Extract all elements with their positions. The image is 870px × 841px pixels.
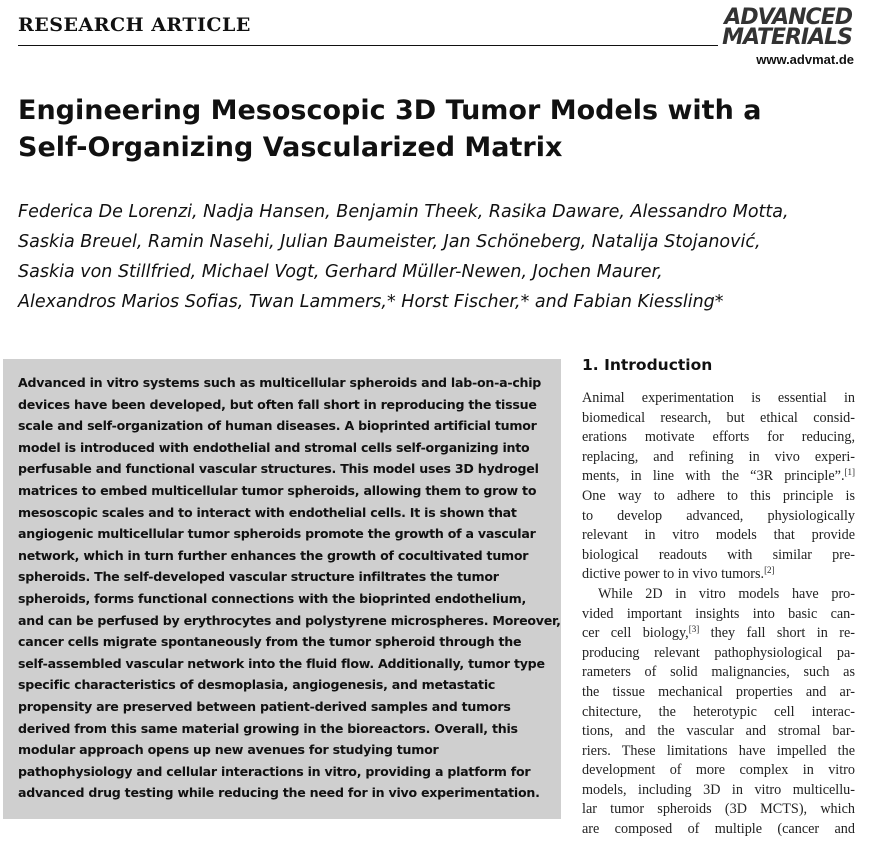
title-line: Engineering Mesoscopic 3D Tumor Models with a <box>18 95 762 126</box>
abstract-line: matrices to embed multicellular tumor spheroids, allowing them to grow to <box>18 482 537 498</box>
body-line <box>582 624 855 644</box>
body-line-text: biological readouts with similar pre- <box>582 546 855 563</box>
body-line <box>582 409 855 429</box>
body-line <box>582 546 855 566</box>
body-line-text: biomedical research, but ethical consid- <box>582 409 855 426</box>
body-line-text: Animal experimentation is essential in <box>582 390 855 406</box>
journal-logo-line-2: MATERIALS <box>722 25 852 50</box>
abstract-line: cancer cells migrate spontaneously from the tumor spheroid through the <box>18 634 522 650</box>
abstract-line: derived from this same material growing in the bioreactors. Overall, this <box>18 720 518 736</box>
body-line-text: models, including 3D in vitro multicellu- <box>582 781 855 798</box>
abstract-line: devices have been developed, but often fall short in reproducing the tissue <box>18 396 537 412</box>
abstract-line: and can be perfused by erythrocytes and polystyrene microspheres. Moreover, <box>18 612 561 628</box>
body-line <box>582 761 855 781</box>
body-line-text: rameters of solid malignancies, such as <box>582 664 855 681</box>
body-line-text: vided important insights into basic can- <box>582 605 855 622</box>
body-line-text: While 2D in vitro models have pro- <box>598 585 855 602</box>
body-line-text: ments, in line with the “3R principle”. <box>582 468 845 485</box>
body-line-text: producing relevant pathophysiological pa- <box>582 644 855 661</box>
body-line <box>582 820 855 840</box>
body-line <box>582 644 855 664</box>
body-line-text: are composed of multiple (cancer and <box>582 821 855 838</box>
introduction-body <box>582 389 855 840</box>
author-line: Federica De Lorenzi, Nadja Hansen, Benjamin Theek, Rasika Daware, Alessandro Motta, <box>18 202 789 222</box>
body-line <box>582 467 855 487</box>
body-line-text: replacing, and refining in vivo experi- <box>582 448 855 465</box>
body-line <box>582 585 855 605</box>
body-line-text: lar tumor spheroids (3D MCTS), which <box>582 801 855 818</box>
abstract-line: angiogenic multicellular tumor spheroids promote the growth of a vascular <box>18 526 536 542</box>
abstract-line: pathophysiology and cellular interactions in vitro, providing a platform for <box>18 763 531 779</box>
body-line <box>582 605 855 625</box>
abstract-line: perfusable and functional vascular structures. This model uses 3D hydrogel <box>18 461 539 477</box>
body-line-text: erations motivate efforts for reducing, <box>582 429 855 446</box>
body-line <box>582 448 855 468</box>
body-line <box>582 507 855 527</box>
citation-link[interactable]: [1] <box>844 467 855 478</box>
author-line: Alexandros Marios Sofias, Twan Lammers,* Horst Fischer,* and Fabian Kiessling* <box>18 292 724 312</box>
body-line-text: they fall short in re- <box>699 625 855 642</box>
abstract-line: spheroids. The self-developed vascular structure infiltrates the tumor <box>18 569 499 585</box>
title-line: Self-Organizing Vascularized Matrix <box>18 132 563 163</box>
body-line <box>582 389 855 409</box>
body-line <box>582 526 855 546</box>
journal-logo[interactable] <box>722 5 852 50</box>
citation-link[interactable]: [2] <box>764 565 775 576</box>
abstract-line: self-assembled vascular network into the fluid flow. Additionally, tumor type <box>18 655 545 671</box>
body-line-text: relevant in vitro models that provide <box>582 527 855 544</box>
body-line <box>582 800 855 820</box>
journal-logo-line-1: ADVANCED <box>724 5 852 30</box>
abstract-line: Advanced in vitro systems such as multicellular spheroids and lab-on-a-chip <box>18 375 542 390</box>
abstract-line: model is introduced with endothelial and stromal cells self-organizing into <box>18 439 530 455</box>
body-line-text: One way to adhere to this principle is <box>582 487 855 504</box>
body-line-text: to develop advanced, physiologically <box>582 507 855 524</box>
section-heading-introduction: 1. Introduction <box>582 356 713 374</box>
article-type-label: RESEARCH ARTICLE <box>18 14 251 36</box>
citation-link[interactable]: [3] <box>688 624 700 635</box>
body-line <box>582 487 855 507</box>
body-line <box>582 722 855 742</box>
body-line-text: cer cell biology, <box>582 625 689 642</box>
abstract-line: modular approach opens up new avenues for studying tumor <box>18 742 439 758</box>
abstract-text <box>18 372 561 804</box>
body-line <box>582 428 855 448</box>
body-line <box>582 565 855 585</box>
abstract-line: propensity are preserved between patient-derived samples and tumors <box>18 698 511 714</box>
abstract-line: mesoscopic scales and to interact with endothelial cells. It is shown that <box>18 504 517 520</box>
abstract-line: advanced drug testing while reducing the need for in vivo experimentation. <box>18 785 540 801</box>
journal-url-link[interactable]: www.advmat.de <box>756 52 854 67</box>
body-line-text: the tissue mechanical properties and ar- <box>582 683 855 700</box>
body-line <box>582 663 855 683</box>
author-list <box>18 197 863 317</box>
body-line <box>582 703 855 723</box>
header-rule <box>18 45 718 46</box>
article-title <box>18 92 858 166</box>
body-line-text: riers. These limitations have impelled the <box>582 742 855 759</box>
body-line <box>582 683 855 703</box>
body-line-text: development of more complex in vitro <box>582 762 855 779</box>
abstract-line: scale and self-organization of human diseases. A bioprinted artificial tumor <box>18 418 537 434</box>
abstract-line: network, which in turn further enhances the growth of cocultivated tumor <box>18 547 529 563</box>
body-line <box>582 742 855 762</box>
body-line-text: chitecture, the heterotypic cell interac- <box>582 703 855 720</box>
author-line: Saskia Breuel, Ramin Nasehi, Julian Baumeister, Jan Schöneberg, Natalija Stojanović, <box>18 232 761 252</box>
abstract-line: spheroids, forms functional connections with the bioprinted endothelium, <box>18 590 527 606</box>
author-line: Saskia von Stillfried, Michael Vogt, Gerhard Müller-Newen, Jochen Maurer, <box>18 262 663 282</box>
body-line-text: tions, and the vascular and stromal bar- <box>582 723 855 740</box>
abstract-line: specific characteristics of desmoplasia, angiogenesis, and metastatic <box>18 677 496 693</box>
body-line-text: dictive power to in vivo tumors. <box>582 566 765 583</box>
body-line <box>582 781 855 801</box>
